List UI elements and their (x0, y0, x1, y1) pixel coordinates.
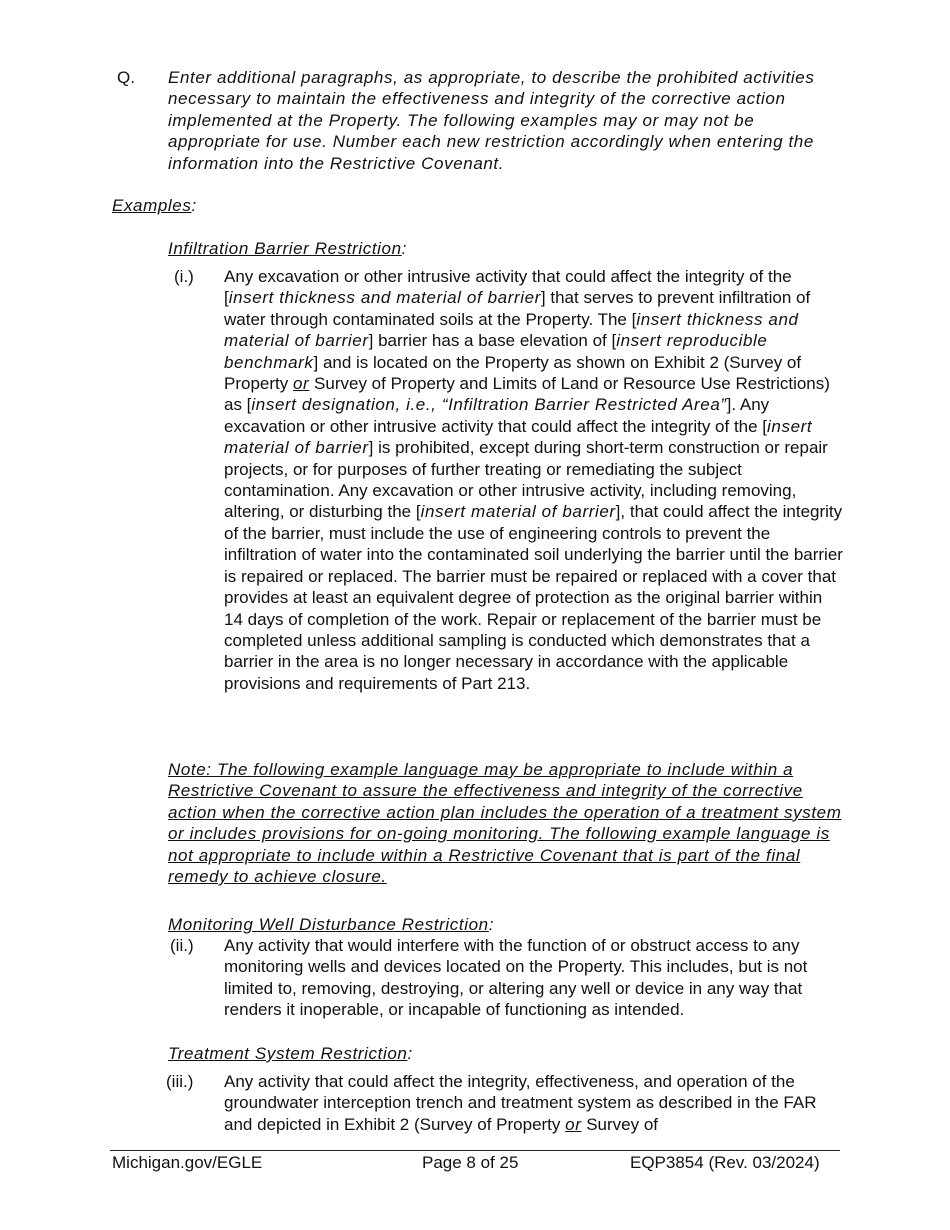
treatment-restriction-text (224, 1071, 844, 1135)
infiltration-text-part: Any excavation or other intrusive activity that could affect the integrity of the [ (224, 267, 792, 308)
infiltration-placeholder: insert material of barrier (420, 502, 616, 522)
examples-colon: : (191, 196, 197, 215)
footer-website: Michigan.gov/EGLE (112, 1153, 263, 1172)
treatment-number: (iii.) (166, 1072, 194, 1091)
treatment-heading (168, 1043, 413, 1064)
infiltration-heading-colon: : (401, 239, 407, 258)
infiltration-heading (168, 238, 407, 259)
treatment-heading-colon: : (407, 1044, 413, 1063)
infiltration-placeholder: insert material of barrier (224, 416, 813, 458)
monitoring-heading (168, 914, 494, 935)
monitoring-restriction-text: Any activity that would interfere with the function of or obstruct access to any monitoring wells and devices located on the Property. This includes, but is not limited to, removing, destroying, or altering any well or device in any way that renders it inoperable, or incapable of functioning as intended. (224, 936, 808, 1020)
infiltration-number: (i.) (174, 267, 194, 286)
footer-divider (110, 1150, 840, 1151)
infiltration-text-part: ] barrier has a base elevation of [ (368, 331, 617, 351)
infiltration-placeholder: insert thickness and material of barrier (228, 288, 541, 308)
infiltration-placeholder: insert thickness and material of barrier (224, 309, 799, 351)
infiltration-placeholder: insert reproducible benchmark (224, 331, 768, 372)
section-q-label: Q. (117, 68, 135, 87)
treatment-text-part: Survey of (581, 1114, 659, 1134)
examples-heading (112, 195, 197, 216)
examples-heading-text: Examples (112, 196, 192, 215)
section-q-instructions: Enter additional paragraphs, as appropriate, to describe the prohibited activities necessary to maintain the effectiveness and integrity of the corrective action implemented at the Property. The following examples may or may not be appropriate for use. Number each new restriction accordingly when entering the information into the Restrictive Covenant. (168, 68, 815, 173)
treatment-text-part: Any activity that could affect the integrity, effectiveness, and operation of the groundwater interception trench and treatment system as described in the FAR and depicted in Exhibit 2 (Survey of Property (224, 1072, 817, 1134)
footer-form-number: EQP3854 (Rev. 03/2024) (630, 1153, 820, 1172)
infiltration-text-part: ]. Any excavation or other intrusive activity that could affect the integrity of the [ (224, 395, 770, 436)
infiltration-text-part: ] that serves to prevent infiltration of water through contaminated soils at the Property. The [ (224, 288, 811, 329)
infiltration-placeholder: insert designation, i.e., “Infiltration Barrier Restricted Area” (251, 395, 727, 415)
infiltration-heading-text: Infiltration Barrier Restriction (168, 239, 402, 258)
infiltration-text-part: ], that could affect the integrity of the barrier, must include the use of engineering controls to prevent the infiltration of water into the contaminated soil underlying the barrier until the barrier is repaired or replaced. The barrier must be repaired or replaced with a cover that provides at least an equivalent degree of protection as the original barrier within 14 days of completion of the work. Repair or replacement of the barrier must be completed unless additional sampling is conducted which demonstrates that a barrier in the area is no longer necessary in accordance with the applicable provisions and requirements of Part 213. (224, 502, 843, 693)
infiltration-text-part: Survey of Property and Limits of Land or Resource Use Restrictions) as [ (224, 374, 830, 415)
note-paragraph: Note: The following example language may be appropriate to include within a Restrictive Covenant to assure the effectiveness and integrity of the corrective action when the corrective action plan includes the operation of a treatment system or includes provisions for on-going monitoring. The following example language is not appropriate to include within a Restrictive Covenant that is part of the final remedy to achieve closure. (168, 760, 842, 887)
footer-page-number: Page 8 of 25 (422, 1153, 519, 1172)
infiltration-restriction-text (224, 266, 844, 694)
monitoring-heading-text: Monitoring Well Disturbance Restriction (168, 915, 489, 934)
infiltration-text-part: ] is prohibited, except during short-term construction or repair projects, or for purposes of further treating or remediating the subject contamination. Any excavation or other intrusive activity, including removing, altering, or disturbing the [ (224, 438, 828, 522)
treatment-heading-text: Treatment System Restriction (168, 1044, 408, 1063)
monitoring-heading-colon: : (488, 915, 495, 934)
infiltration-text-part: ] and is located on the Property as shown on Exhibit 2 (Survey of Property (224, 352, 802, 394)
monitoring-number: (ii.) (170, 936, 194, 955)
infiltration-or-emphasis: or (292, 374, 310, 394)
treatment-or-emphasis: or (565, 1114, 582, 1134)
